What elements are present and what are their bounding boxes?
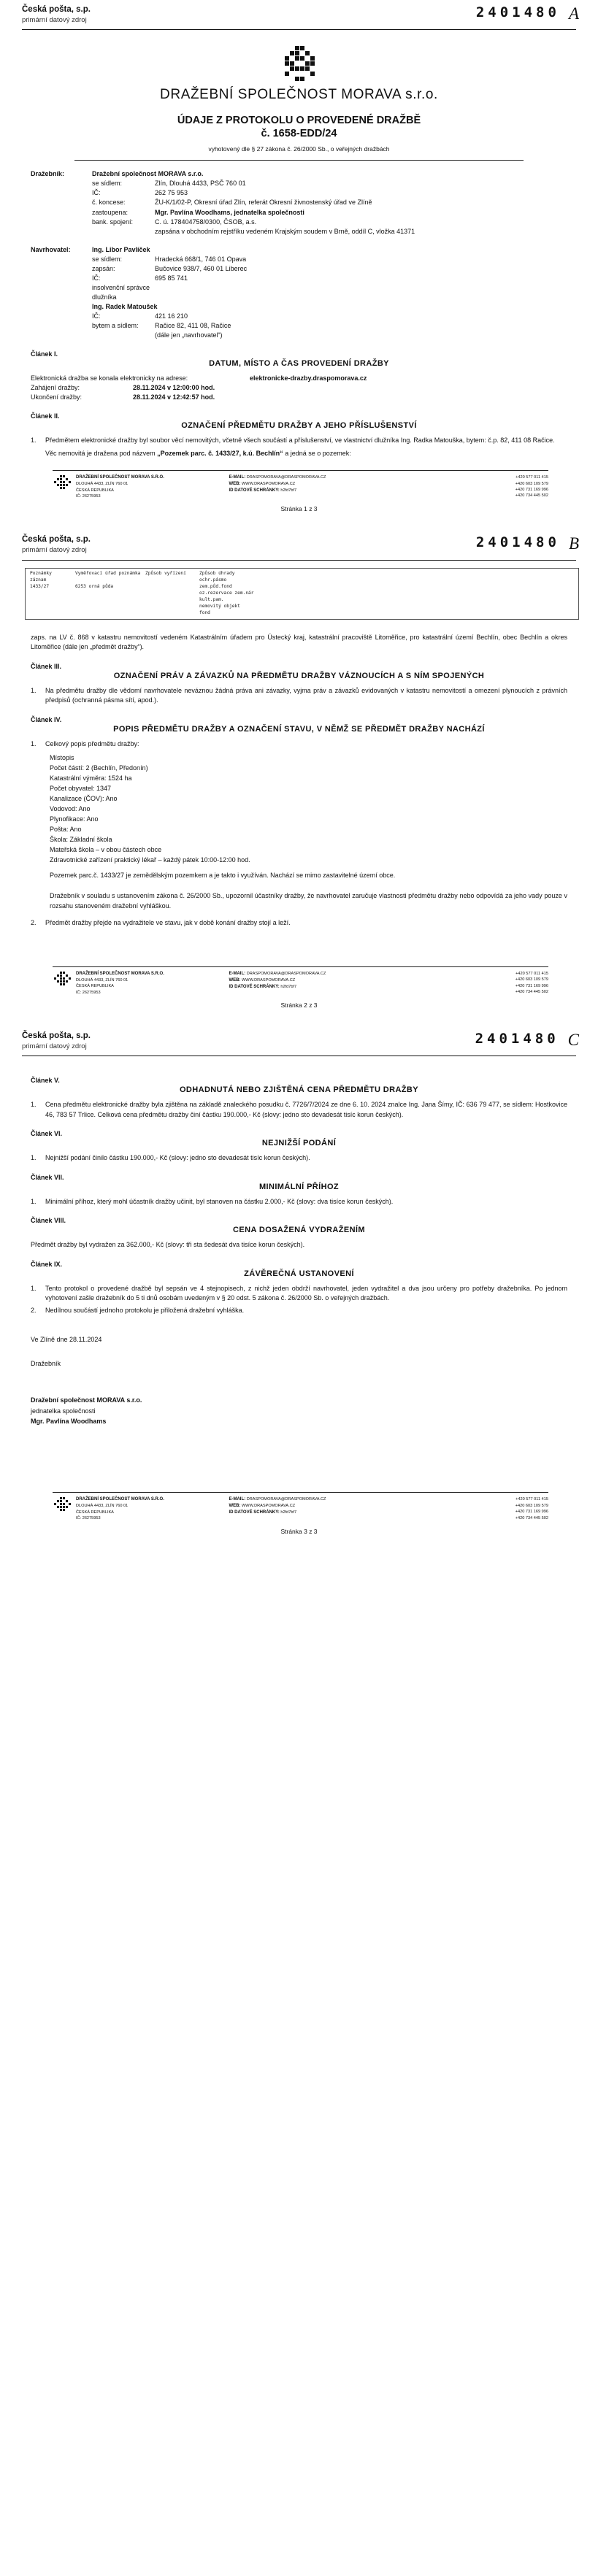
page-number-3: Stránka 3 z 3 [280, 1527, 318, 1535]
article-9 [31, 1261, 567, 1316]
page-mark-b: B [568, 534, 579, 553]
footer-logo-icon [53, 971, 72, 987]
barcode-number-2: 2401480 [475, 534, 560, 551]
insolvency-label: insolvenční správce dlužníka [92, 283, 150, 301]
footer-address-1: DLOUHÁ 4433, ZLÍN 760 01 [76, 482, 129, 487]
auctioneer-row-key: č. koncese: [92, 199, 126, 207]
footer-phone: +420 603 109 579 [515, 1503, 548, 1508]
page-body-3 [31, 1056, 567, 1542]
subject-name-prefix: Věc nemovitá je dražena pod názvem [45, 449, 158, 457]
footer-email-label: E-MAIL: [229, 1497, 246, 1502]
page-footer-2 [53, 966, 548, 996]
proposer-row-value: 421 16 210 [155, 312, 188, 320]
auctioneer-row [92, 227, 567, 237]
signature-company: Dražební společnost MORAVA s.r.o. [31, 1396, 142, 1404]
proposer-row-key: se sídlem: [92, 255, 123, 263]
stamp-parcel: 1433/27 [30, 583, 50, 589]
table-row [30, 577, 574, 584]
company-logo-icon [276, 45, 323, 82]
article-9-label: Článek IX. [31, 1260, 63, 1268]
proposer-block [31, 245, 567, 340]
footer-phone: +420 603 109 579 [515, 977, 548, 983]
footer-phone: +420 577 011 415 [515, 1497, 548, 1502]
footer-web-label: WEB: [229, 482, 241, 487]
stamp-right-line: kult.pam. [199, 596, 224, 602]
property-line: Pošta: Ano [50, 825, 82, 833]
property-line: Počet obyvatel: 1347 [50, 784, 112, 792]
stamp-right-line: ochr.pásmo [199, 577, 227, 583]
stamp-right-line: oz.rezervace zem.nár [199, 590, 254, 596]
article-6-heading: NEJNIŽŠÍ PODÁNÍ [261, 1139, 337, 1148]
auctioneer-name: Dražební společnost MORAVA s.r.o. [92, 170, 204, 178]
stamp-col-1-sub: záznam [30, 577, 47, 583]
list-item: 1. Předmětem elektronické dražby byl soubor věcí nemovitých, včetně všech součástí a příslušenství, ve vlastnictví dlužníka Ing. Radka Matouška, bytem: č.p. 82, 411 08 Račice. [31, 436, 567, 446]
footer-phone: +420 734 445 502 [515, 990, 548, 995]
auctioneer-representative: Mgr. Pavlína Woodhams, jednatelka společnosti [155, 208, 304, 216]
article-3-item-1: Na předmětu dražby dle vědomí navrhovatele neváznou žádná práva ani závazky, vyjma práv a závazků evidovaných v katastru nemovitostí a omezení plynoucích z právních předpisů (ochranná pásma sítí, apod.). [45, 686, 567, 704]
proposer-row-key: zapsán: [92, 264, 115, 272]
article-4-heading: POPIS PŘEDMĚTU DRAŽBY A OZNAČENÍ STAVU, V NĚMŽ SE PŘEDMĚT DRAŽBY NACHÁZÍ [113, 724, 485, 734]
footer-databox: h2fd7bf7 [280, 984, 297, 989]
footer-address-2: ČESKÁ REPUBLIKA [76, 1510, 114, 1515]
stamp-usage: 6253 orná půda [75, 583, 114, 589]
footer-ic: IČ: 26275953 [76, 1516, 101, 1521]
auctioneer-row-value: ŽU-K/1/02-P, Okresní úřad Zlín, referát Okresní živnostenský úřad ve Zlíně [155, 199, 372, 207]
document-title: ÚDAJE Z PROTOKOLU O PROVEDENÉ DRAŽBĚ [177, 115, 421, 127]
proposer-alias: (dále jen „navrhovatel“) [155, 331, 223, 339]
scan-source-name: Česká pošta, s.p. [22, 535, 91, 545]
scan-header-1 [0, 0, 598, 25]
article-5-label: Článek V. [31, 1077, 60, 1085]
cadastre-stamp-table [25, 568, 579, 620]
property-line: Kanalizace (ČOV): Ano [50, 794, 118, 802]
barcode-number-1: 2401480 [475, 4, 560, 20]
article-7-heading: MINIMÁLNÍ PŘÍHOZ [258, 1182, 340, 1191]
auctioneer-row-key: IČ: [92, 189, 101, 197]
proposer-name: Ing. Libor Pavlíček [92, 245, 150, 253]
article-3-label: Článek III. [31, 662, 62, 670]
footer-address-1: DLOUHÁ 4433, ZLÍN 760 01 [76, 977, 129, 983]
signature-place-date: Ve Zlíně dne 28.11.2024 [31, 1336, 102, 1344]
article-1-heading: DATUM, MÍSTO A ČAS PROVEDENÍ DRAŽBY [209, 359, 389, 369]
property-line: Mateřská škola – v obou částech obce [50, 845, 162, 853]
header-divider-2 [22, 560, 576, 561]
footer-phone: +420 577 011 415 [515, 475, 548, 480]
auctioneer-row-value: 262 75 953 [155, 189, 188, 197]
cadastre-paragraph: zaps. na LV č. 868 v katastru nemovitostí vedeném Katastrálním úřadem pro Ústecký kraj, katastrální pracoviště Litoměřice, pro katastrální území Bechlín, obec Bechlín a okres Litoměřice (dále jen „předmět dražby“). [31, 633, 567, 651]
page-body-2 [31, 620, 567, 1016]
proposer-row [92, 321, 567, 331]
auction-start-row [31, 383, 567, 393]
auctioneer-row-key [92, 227, 155, 237]
auction-end-row [31, 393, 567, 402]
list-item: 1. Tento protokol o provedené dražbě byl sepsán ve 4 stejnopisech, z nichž jeden obdrží navrhovatel, jeden vydražitel a dva jsou určeny pro potřeby dražebníka. Po jednom vyhotovení zašle dražebník do 5 ti dnů osobám uvedeným v § 20 odst. 5 zákona č. 26/2000 Sb. o veřejných dražbách. [31, 1284, 567, 1304]
article-4-item-1: Celkový popis předmětu dražby: [45, 739, 139, 747]
stamp-col-4-header: Způsob úhrady [199, 570, 235, 576]
document-page-3 [0, 1026, 598, 1542]
property-line: Zdravotnické zařízení praktický lékař – každý pátek 10:00-12:00 hod. [50, 856, 250, 864]
article-6-list [31, 1153, 567, 1164]
auctioneer-row-key: zastoupena: [92, 208, 129, 216]
article-3-list [31, 686, 567, 706]
signature-block [31, 1334, 567, 1426]
article-4 [31, 716, 567, 928]
auctioneer-row [92, 179, 567, 188]
footer-email: DRASPOMORAVA@DRASPOMORAVA.CZ [246, 971, 326, 976]
footer-databox-label: ID DATOVÉ SCHRÁNKY: [229, 1510, 280, 1515]
article-5-list [31, 1100, 567, 1120]
page-mark-c: C [567, 1031, 579, 1050]
property-line: Místopis [50, 754, 74, 762]
page-number-2: Stránka 2 z 3 [280, 1001, 318, 1010]
proposer-row-value: Bučovice 938/7, 460 01 Liberec [155, 264, 248, 272]
footer-company: DRAŽEBNÍ SPOLEČNOST MORAVA S.R.O. [76, 475, 164, 480]
subject-name-paragraph [45, 449, 567, 459]
insolvency-value [155, 283, 567, 302]
article-5-heading: ODHADNUTÁ NEBO ZJIŠTĚNÁ CENA PŘEDMĚTU DRAŽBY [179, 1085, 419, 1095]
table-row [30, 610, 574, 617]
footer-email-label: E-MAIL: [229, 971, 246, 976]
auctioneer-row-value: C. ú. 178404758/0300, ČSOB, a.s. [155, 218, 257, 226]
document-subtitle: vyhotovený dle § 27 zákona č. 26/2000 Sb., o veřejných dražbách [208, 145, 390, 153]
signature-role: Dražebník [31, 1359, 61, 1367]
document-number: č. 1658-EDD/24 [261, 128, 337, 140]
article-6-item-1: Nejnižší podání činilo částku 190.000,- Kč (slovy: jedno sto devadesát tisíc korun českých). [45, 1154, 310, 1162]
article-5-item-1: Cena předmětu elektronické dražby byla zjištěna na základě znaleckého posudku č. 7726/7/2024 ze dne 6. 10. 2024 znalce Ing. Jana Šímy, IČ: 636 79 477, se sídlem: Hostkovice 46, 783 57 Trlice. Celková cena předmětu dražby činí částku 190.000,- Kč (slovy: jedno sto devadesát tisíc korun českých). [45, 1101, 567, 1118]
proposer-row [92, 274, 567, 283]
stamp-right-line: zem.půd.fond [199, 583, 232, 589]
stamp-right-line: fond [199, 610, 210, 615]
article-2 [31, 412, 567, 458]
list-item: 1. Na předmětu dražby dle vědomí navrhovatele neváznou žádná práva ani závazky, vyjma práv a závazků evidovaných v katastru nemovitostí a omezení plynoucích z právních předpisů (ochranná pásma sítí, apod.). [31, 686, 567, 706]
scan-header-3 [0, 1026, 598, 1051]
auction-location-label: Elektronická dražba se konala elektronicky na adrese: [31, 374, 188, 382]
footer-address-2: ČESKÁ REPUBLIKA [76, 488, 114, 493]
scan-source-note: primární datový zdroj [22, 1042, 87, 1050]
proposer-row-value: Hradecká 668/1, 746 01 Opava [155, 255, 247, 263]
page-footer-1 [53, 470, 548, 499]
auctioneer-row [92, 198, 567, 207]
proposer-row [92, 331, 567, 340]
footer-web: WWW.DRASPOMORAVA.CZ [242, 1504, 296, 1509]
page-footer-3 [53, 1492, 548, 1521]
stamp-right-line: nemovitý objekt [199, 603, 240, 609]
article-9-heading: ZÁVĚREČNÁ USTANOVENÍ [244, 1269, 354, 1278]
article-8-paragraph: Předmět dražby byl vydražen za 362.000,- Kč (slovy: tři sta šedesát dva tisíce korun českých). [31, 1241, 305, 1249]
auction-start-label: Zahájení dražby: [31, 384, 80, 392]
scan-source-name: Česká pošta, s.p. [22, 5, 91, 14]
page-number-1: Stránka 1 z 3 [280, 505, 318, 513]
footer-databox-label: ID DATOVÉ SCHRÁNKY: [229, 488, 280, 493]
footer-web-label: WEB: [229, 977, 241, 983]
footer-ic: IČ: 26275953 [76, 990, 101, 995]
auction-location-row [31, 374, 567, 383]
footer-email-label: E-MAIL: [229, 475, 246, 480]
footer-logo-icon [53, 474, 72, 491]
footer-address-1: DLOUHÁ 4433, ZLÍN 760 01 [76, 1504, 129, 1509]
footer-email: DRASPOMORAVA@DRASPOMORAVA.CZ [246, 1497, 326, 1502]
scan-source [22, 4, 91, 25]
stamp-col-1-header: Poznámky [30, 570, 52, 576]
article-4-item-2: Předmět dražby přejde na vydražitele ve stavu, jak v době konání dražby stojí a leží. [45, 919, 291, 927]
article-4-list [31, 739, 567, 750]
table-row [30, 604, 574, 610]
article-4-label: Článek IV. [31, 715, 62, 723]
footer-email: DRASPOMORAVA@DRASPOMORAVA.CZ [246, 475, 326, 480]
proposer-row-value: Račice 82, 411 08, Račice [155, 322, 231, 330]
table-header-row [30, 571, 574, 577]
scan-source-name: Česká pošta, s.p. [22, 1031, 91, 1041]
proposer-row-key [92, 331, 155, 340]
auction-start-value: 28.11.2024 v 12:00:00 hod. [133, 384, 215, 392]
page-mark-a: A [568, 4, 579, 23]
footer-logo-icon [53, 1496, 72, 1512]
subject-name-bold: „Pozemek parc. č. 1433/27, k.ú. Bechlín“ [157, 449, 283, 457]
article-3-heading: OZNAČENÍ PRÁV A ZÁVAZKŮ NA PŘEDMĚTU DRAŽBY VÁZNOUCÍCH A S NÍM SPOJENÝCH [113, 671, 485, 680]
property-line: Vodovod: Ano [50, 804, 91, 812]
auctioneer-row-value: Zlín, Dlouhá 4433, PSČ 760 01 [155, 180, 246, 188]
document-page-1 [0, 0, 598, 520]
footer-databox: h2fd7bf7 [280, 1510, 297, 1515]
proposer-row [92, 255, 567, 264]
scan-source-2 [22, 534, 91, 555]
article-7-item-1: Minimální příhoz, který mohl účastník dražby učinit, byl stanoven na částku 2.000,- Kč (slovy: dva tisíce korun českých). [45, 1197, 394, 1205]
footer-phone: +420 603 109 579 [515, 481, 548, 486]
proposer-row [92, 283, 567, 302]
auctioneer-row-key: se sídlem: [92, 180, 123, 188]
article-2-heading: OZNAČENÍ PŘEDMĚTU DRAŽBY A JEHO PŘÍSLUŠENSTVÍ [181, 421, 417, 431]
article-8 [31, 1217, 567, 1250]
footer-databox-label: ID DATOVÉ SCHRÁNKY: [229, 984, 280, 989]
footer-address-2: ČESKÁ REPUBLIKA [76, 984, 114, 989]
property-line: Škola: Základní škola [50, 835, 112, 843]
article-2-list [31, 436, 567, 446]
proposer-row-key: IČ: [92, 312, 101, 320]
article-4-list-2 [31, 918, 567, 928]
article-8-label: Článek VIII. [31, 1217, 66, 1225]
proposer-row [92, 312, 567, 321]
article-6-label: Článek VI. [31, 1130, 63, 1138]
stamp-col-3-header: Způsob vyřízení [145, 570, 186, 576]
footer-phone: +420 731 169 996 [515, 983, 548, 988]
document-page-2 [0, 530, 598, 1016]
auctioneer-registration: zapsána v obchodním rejstříku vedeném Krajským soudem v Brně, oddíl C, vložka 41371 [155, 227, 415, 235]
article-7-list [31, 1197, 567, 1207]
table-row [30, 591, 574, 597]
insolvency-administrator: Ing. Radek Matoušek [92, 302, 158, 310]
footer-databox: h2fd7bf7 [280, 488, 297, 493]
subject-name-suffix: a jedná se o pozemek: [283, 449, 351, 457]
auctioneer-label: Dražebník: [31, 170, 65, 178]
article-6 [31, 1130, 567, 1164]
stamp-col-2-header: Vyměřovací úřad poznámka [75, 570, 141, 576]
auctioneer-block [31, 169, 567, 236]
article-3 [31, 663, 567, 706]
proposer-row [92, 264, 567, 274]
article-8-heading: CENA DOSAŽENÁ VYDRAŽENÍM [233, 1226, 365, 1235]
auctioneer-row [92, 208, 567, 218]
footer-web: WWW.DRASPOMORAVA.CZ [242, 977, 296, 983]
auction-end-label: Ukončení dražby: [31, 393, 83, 401]
table-row [30, 584, 574, 591]
footer-phone: +420 731 169 996 [515, 1510, 548, 1515]
article-2-item-1: Předmětem elektronické dražby byl soubor věcí nemovitých, včetně všech součástí a příslušenství, ve vlastnictví dlužníka Ing. Radka Matouška, bytem: č.p. 82, 411 08 Račice. [45, 437, 555, 445]
proposer-row-value: 695 85 741 [155, 274, 188, 282]
list-item: 1. Cena předmětu elektronické dražby byla zjištěna na základě znaleckého posudku č. 7726/7/2024 ze dne 6. 10. 2024 znalce Ing. Jana Šímy, IČ: 636 79 477, se sídlem: Hostkovice 46, 783 57 Trlice. Celková cena předmětu dražby činí částku 190.000,- Kč (slovy: jedno sto devadesát tisíc korun českých). [31, 1100, 567, 1120]
article-1-label: Článek I. [31, 350, 58, 358]
article-9-item-1: Tento protokol o provedené dražbě byl sepsán ve 4 stejnopisech, z nichž jeden obdrží navrhovatel, jeden vydražitel a dva jsou určeny pro potřeby dražebníka. Po jednom vyhotovení zašle dražebník do 5 ti dnů osobám uvedeným v § 20 odst. 5 zákona č. 26/2000 Sb. o veřejných dražbách. [45, 1284, 567, 1302]
proposer-row-key: bytem a sídlem: [92, 322, 139, 330]
scan-source-note: primární datový zdroj [22, 15, 87, 24]
scan-header-2 [0, 530, 598, 555]
title-divider [74, 160, 524, 161]
article-9-list [31, 1284, 567, 1316]
proposer-label: Navrhovatel: [31, 245, 71, 253]
proposer-row-key: IČ: [92, 274, 101, 282]
list-item: 2. Nedílnou součástí jednoho protokolu je přiložená dražební vyhláška. [31, 1306, 567, 1316]
auction-location-url: elektronicke-drazby.draspomorava.cz [250, 374, 367, 382]
list-item: 1. Nejnižší podání činilo částku 190.000,- Kč (slovy: jedno sto devadesát tisíc korun českých). [31, 1153, 567, 1164]
auctioneer-row [92, 188, 567, 198]
property-line: Pozemek parc.č. 1433/27 je zemědělským pozemkem a je takto i využíván. Nachází se mimo zastavitelné území obce. [50, 872, 396, 880]
table-row [30, 597, 574, 604]
scan-source-note: primární datový zdroj [22, 545, 87, 554]
article-4-warning: Dražebník v souladu s ustanovením zákona č. 26/2000 Sb., upozornil účastníky dražby, že navrhovatel zaručuje vlastnosti předmětu dražby nebo odpovídá za jeho vady pouze v rozsahu stanoveném dražební vyhláškou. [50, 892, 567, 910]
list-item: 1. Celkový popis předmětu dražby: [31, 739, 567, 750]
list-item: 1. Minimální příhoz, který mohl účastník dražby učinit, byl stanoven na částku 2.000,- Kč (slovy: dva tisíce korun českých). [31, 1197, 567, 1207]
footer-phone: +420 577 011 415 [515, 971, 548, 976]
article-7 [31, 1174, 567, 1207]
barcode-number-3: 2401480 [475, 1031, 559, 1047]
footer-web-label: WEB: [229, 1504, 241, 1509]
property-line: Katastrální výměra: 1524 ha [50, 774, 132, 783]
list-item: 2. Předmět dražby přejde na vydražitele ve stavu, jak v době konání dražby stojí a leží. [31, 918, 567, 928]
page-body-1 [31, 30, 567, 520]
footer-company: DRAŽEBNÍ SPOLEČNOST MORAVA S.R.O. [76, 1497, 164, 1502]
signature-person: Mgr. Pavlína Woodhams [31, 1417, 107, 1425]
footer-phone: +420 734 445 502 [515, 493, 548, 499]
auction-end-value: 28.11.2024 v 12:42:57 hod. [133, 393, 215, 401]
property-line: Plynofikace: Ano [50, 815, 99, 823]
footer-web: WWW.DRASPOMORAVA.CZ [242, 482, 296, 487]
footer-phone: +420 734 445 502 [515, 1515, 548, 1520]
footer-phone: +420 731 169 996 [515, 488, 548, 493]
scan-source-3 [22, 1031, 91, 1051]
article-9-item-2: Nedílnou součástí jednoho protokolu je přiložená dražební vyhláška. [45, 1306, 245, 1314]
article-7-label: Článek VII. [31, 1173, 64, 1181]
article-1 [31, 350, 567, 402]
article-5 [31, 1077, 567, 1120]
property-line: Počet částí: 2 (Bechlín, Předonín) [50, 764, 148, 772]
auctioneer-row-key: bank. spojení: [92, 218, 134, 226]
footer-company: DRAŽEBNÍ SPOLEČNOST MORAVA S.R.O. [76, 971, 164, 976]
property-description [50, 753, 567, 881]
company-name: DRAŽEBNÍ SPOLEČNOST MORAVA s.r.o. [160, 87, 438, 103]
article-2-label: Článek II. [31, 412, 60, 420]
auctioneer-row [92, 218, 567, 227]
footer-ic: IČ: 26275953 [76, 494, 101, 499]
signature-position: jednatelka společnosti [31, 1407, 96, 1415]
